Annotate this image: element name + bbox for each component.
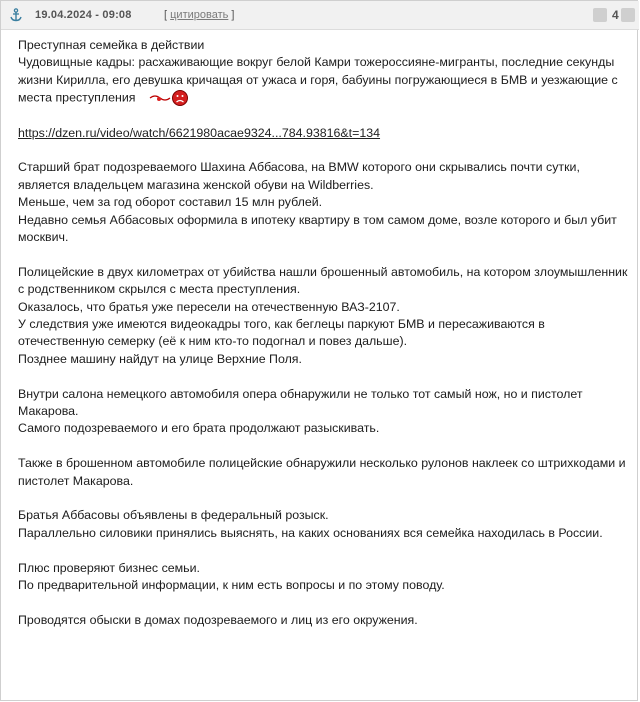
spacer — [18, 490, 628, 507]
thumbs-icon[interactable] — [593, 8, 607, 22]
sad-smiley-icon — [149, 89, 189, 107]
spacer — [18, 542, 628, 559]
paragraph: Плюс проверяют бизнес семьи. — [18, 560, 200, 575]
spacer — [18, 438, 628, 455]
comment-date: 19.04.2024 - 09:08 — [35, 9, 132, 21]
video-link[interactable]: https://dzen.ru/video/watch/6621980acae9324...784.93816&t=134 — [18, 125, 381, 140]
paragraph: Старший брат подозреваемого Шахина Аббасова, на BMW которого они скрывались почти сутки, является владельцем магазина женской обуви на Wildberries. — [18, 160, 580, 192]
paragraph: Чудовищные кадры: расхаживающие вокруг белой Камри тожероссияне-мигранты, последние секунды жизни Кирилла, его девушка кричащая от ужаса и горя, бабуины погружающиеся в БМВ и уезжающие с места преступления — [18, 54, 628, 107]
paragraph: Также в брошенном автомобиле полицейские обнаружили несколько рулонов наклеек со штрихкодами и пистолет Макарова. — [18, 456, 626, 488]
paragraph: У следствия уже имеются видеокадры того, как беглецы паркуют БМВ и пересаживаются в отечественную семерку (её к ним кто-то подогнал и повез дальше). — [18, 317, 545, 349]
paragraph: Проводятся обыски в домах подозреваемого и лиц из его окружения. — [18, 612, 418, 627]
rating-count: 4 — [612, 8, 619, 22]
paragraph: Параллельно силовики принялись выяснять, на каких основаниях вся семейка находилась в России. — [18, 525, 603, 540]
paragraph: По предварительной информации, к ним есть вопросы и по этому поводу. — [18, 578, 445, 593]
paragraph: Братья Аббасовы объявлены в федеральный розыск. — [18, 508, 329, 523]
paragraph: Самого подозреваемого и его брата продолжают разыскивать. — [18, 421, 380, 436]
spacer — [18, 107, 628, 124]
paragraph: Недавно семья Аббасовых оформила в ипотеку квартиру в том самом доме, возле которого и был убит москвич. — [18, 212, 617, 245]
paragraph: Оказалось, что братья уже пересели на отечественную ВАЗ-2107. — [18, 299, 400, 314]
quote-link-wrapper: [ цитировать ] — [164, 9, 235, 21]
rating-up-icon[interactable] — [621, 8, 635, 22]
paragraph: Внутри салона немецкого автомобиля опера обнаружили не только тот самый нож, но и пистолет Макарова. — [18, 386, 583, 419]
spacer — [18, 594, 628, 611]
paragraph-title: Преступная семейка в действии — [18, 38, 205, 52]
paragraph: Позднее машину найдут на улице Верхние Поля. — [18, 351, 302, 366]
paragraph: Полицейские в двух километрах от убийства нашли брошенный автомобиль, на котором злоумышленник с родственником скрылся с места преступления. — [18, 264, 628, 297]
spacer — [18, 368, 628, 385]
comment-header — [1, 1, 639, 30]
comment-body — [18, 37, 628, 629]
spacer — [18, 142, 628, 159]
quote-link[interactable]: цитировать — [170, 9, 229, 21]
spacer — [18, 246, 628, 263]
paragraph: Меньше, чем за год оборот составил 15 млн рублей. — [18, 195, 323, 210]
anchor-icon[interactable] — [9, 8, 23, 22]
paragraph — [18, 125, 628, 142]
